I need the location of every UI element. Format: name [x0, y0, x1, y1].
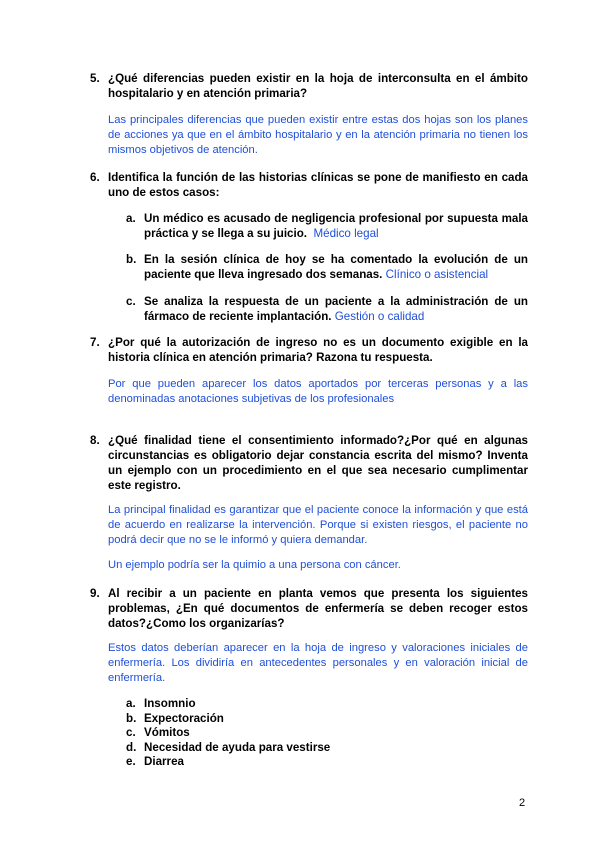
- item-letter: d.: [126, 740, 137, 754]
- question-text: ¿Por qué la autorización de ingreso no es un documento exigible en la historia clínica en atención primaria? Razona tu respuesta.: [108, 336, 528, 364]
- answer-5: Las principales diferencias que pueden existir entre estas dos hojas son los planes de acciones ya que en el ámbito hospitalario y en la atención primaria no tienen los mismos objetivos de atención.: [108, 114, 528, 156]
- question-5: [90, 71, 528, 101]
- item-letter: b.: [126, 711, 137, 725]
- item-text: Insomnio: [144, 697, 196, 710]
- question-6-item-c: [126, 294, 528, 324]
- item-text: Se analiza la respuesta de un paciente a la administración de un fármaco de reciente implantación.: [144, 295, 528, 323]
- question-6: [90, 170, 528, 200]
- question-text: ¿Qué finalidad tiene el consentimiento informado?¿Por qué en algunas circunstancias es obligatorio dejar constancia escrita del mismo? Inventa un ejemplo con un procedimiento en el que sea necesario cumplimentar este registro.: [108, 434, 528, 492]
- item-text: En la sesión clínica de hoy se ha comentado la evolución de un paciente que lleva ingresado dos semanas.: [144, 253, 528, 281]
- item-answer: Clínico o asistencial: [385, 268, 489, 281]
- item-letter: a.: [126, 212, 136, 225]
- question-6-item-a: [126, 211, 528, 241]
- question-6-item-b: [126, 252, 528, 282]
- answer-7: Por que pueden aparecer los datos aportados por terceras personas y a las denominadas anotaciones subjetivas de los profesionales: [108, 378, 528, 405]
- question-text: Identifica la función de las historias clínicas se pone de manifiesto en cada uno de estos casos:: [108, 171, 528, 199]
- page-number: 2: [519, 797, 526, 809]
- item-letter: b.: [126, 253, 137, 266]
- answer-8: La principal finalidad es garantizar que el paciente conoce la información y que está de acuerdo en realizarse la intervención. Porque si existen riesgos, el paciente no podrá decir que no se le informó y quiera demandar.: [108, 504, 528, 546]
- question-number: 8.: [90, 434, 100, 447]
- item-answer: Médico legal: [313, 227, 379, 240]
- item-letter: c.: [126, 726, 136, 739]
- question-number: 9.: [90, 587, 100, 600]
- question-text: ¿Qué diferencias pueden existir en la hoja de interconsulta en el ámbito hospitalario y en atención primaria?: [108, 72, 528, 100]
- item-text: Diarrea: [144, 755, 184, 768]
- item-answer: Gestión o calidad: [334, 310, 425, 323]
- question-number: 5.: [90, 72, 100, 85]
- item-text: Un médico es acusado de negligencia profesional por supuesta mala práctica y se llega a su juicio.: [144, 212, 528, 240]
- item-text: Expectoración: [144, 711, 224, 725]
- item-letter: e.: [126, 755, 136, 768]
- question-7: [90, 335, 528, 365]
- answer-8-example: Un ejemplo podría ser la quimio a una persona con cáncer.: [108, 559, 401, 571]
- answer-9: Estos datos deberían aparecer en la hoja de ingreso y valoraciones iniciales de enfermería. Los dividiría en antecedentes personales y en valoración inicial de enfermería.: [108, 642, 528, 684]
- item-letter: a.: [126, 697, 136, 710]
- item-text: Vómitos: [144, 726, 190, 739]
- item-letter: c.: [126, 295, 136, 308]
- question-9: [90, 586, 528, 631]
- question-8: [90, 433, 528, 493]
- question-text: Al recibir a un paciente en planta vemos que presenta los siguientes problemas, ¿En qué documentos de enfermería se deben recoger estos datos?¿Como los organizarías?: [108, 587, 528, 630]
- item-text: Necesidad de ayuda para vestirse: [144, 740, 331, 754]
- question-number: 6.: [90, 171, 100, 184]
- question-number: 7.: [90, 336, 100, 349]
